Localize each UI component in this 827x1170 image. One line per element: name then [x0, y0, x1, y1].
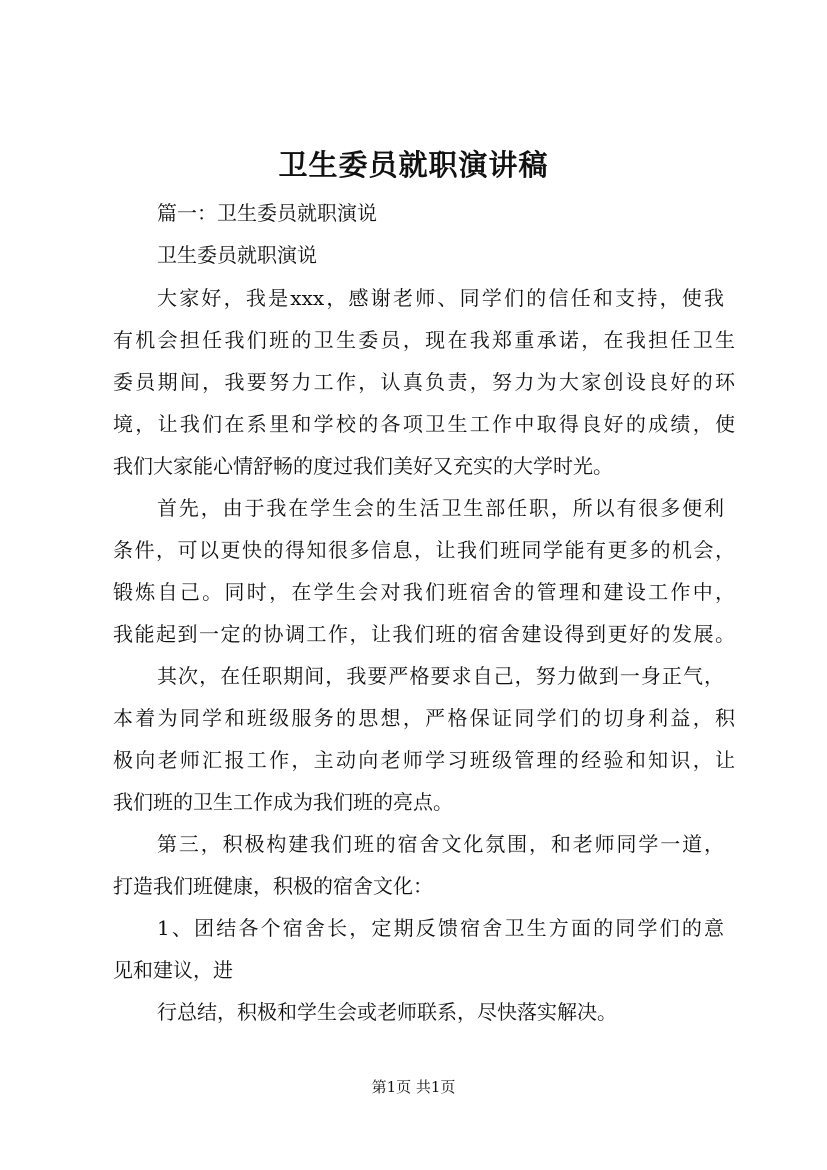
speech-title: 卫生委员就职演说: [157, 243, 317, 267]
paragraph-line: 见和建议，进: [113, 958, 233, 982]
paragraph-line: 条件，可以更快的得知很多信息，让我们班同学能有更多的机会，: [113, 538, 735, 562]
page-number-footer: 第1页 共1页: [371, 1078, 456, 1096]
paragraph-line: 我们大家能心情舒畅的度过我们美好又充实的大学时光。: [113, 454, 613, 478]
paragraph-line: 大家好，我是xxx，感谢老师、同学们的信任和支持，使我: [157, 286, 724, 310]
paragraph-line: 首先，由于我在学生会的生活卫生部任职，所以有很多便利: [157, 496, 724, 520]
paragraph-line: 我们班的卫生工作成为我们班的亮点。: [113, 790, 453, 814]
paragraph-line: 1、团结各个宿舍长，定期反馈宿舍卫生方面的同学们的意: [157, 916, 724, 940]
document-title: 卫生委员就职演讲稿: [278, 148, 549, 182]
paragraph-line: 有机会担任我们班的卫生委员，现在我郑重承诺，在我担任卫生: [113, 328, 735, 352]
paragraph-line: 第三，积极构建我们班的宿舍文化氛围，和老师同学一道，: [157, 832, 724, 856]
paragraph-line: 锻炼自己。同时，在学生会对我们班宿舍的管理和建设工作中，: [113, 580, 735, 604]
paragraph-line: 打造我们班健康，积极的宿舍文化：: [113, 874, 433, 898]
paragraph-line: 本着为同学和班级服务的思想，严格保证同学们的切身利益，积: [113, 706, 735, 730]
paragraph-line: 极向老师汇报工作，主动向老师学习班级管理的经验和知识，让: [113, 748, 735, 772]
paragraph-line: 境，让我们在系里和学校的各项卫生工作中取得良好的成绩，使: [113, 412, 735, 436]
paragraph-line: 其次，在任职期间，我要严格要求自己，努力做到一身正气，: [157, 664, 724, 688]
paragraph-line: 我能起到一定的协调工作，让我们班的宿舍建设得到更好的发展。: [113, 622, 735, 646]
paragraph-line: 行总结，积极和学生会或老师联系，尽快落实解决。: [157, 1000, 617, 1024]
section-heading: 篇一：卫生委员就职演说: [157, 201, 377, 225]
paragraph-line: 委员期间，我要努力工作，认真负责，努力为大家创设良好的环: [113, 370, 735, 394]
